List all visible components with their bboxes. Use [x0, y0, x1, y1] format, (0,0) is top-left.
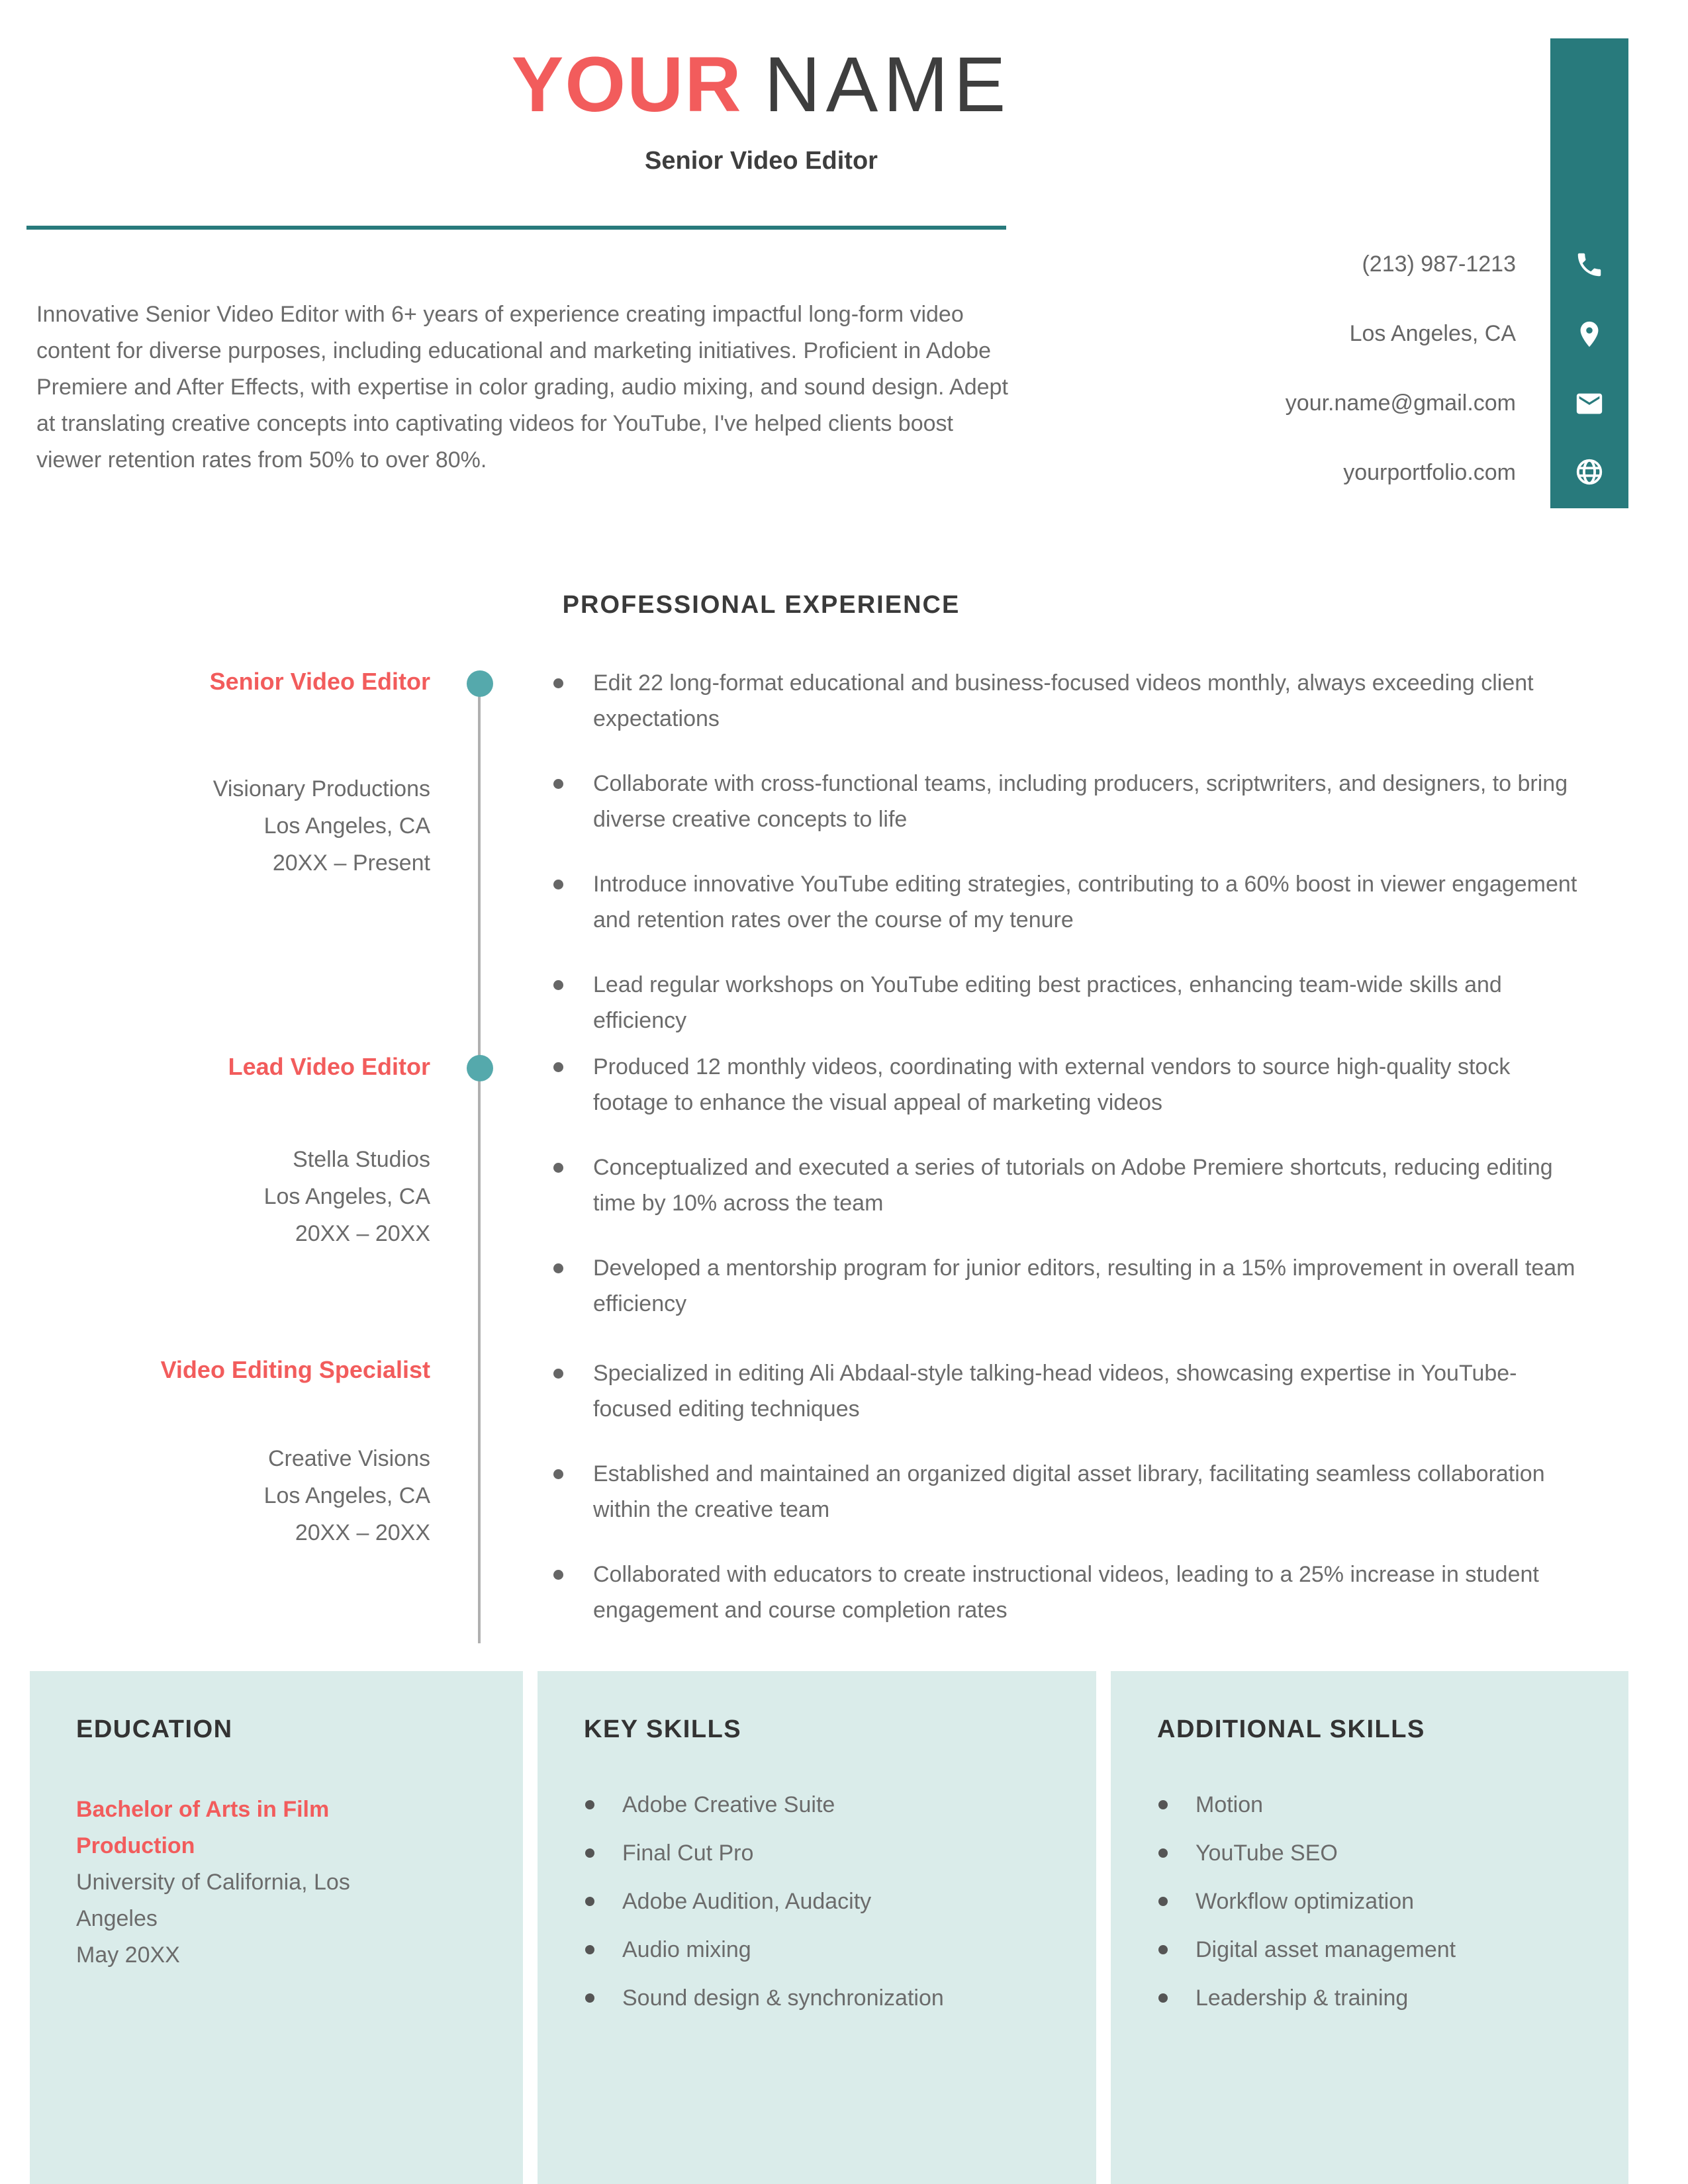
- job-title: Senior Video Editor: [209, 668, 430, 695]
- bullet-item: Established and maintained an organized digital asset library, facilitating seamless collaboration within the creative team: [551, 1456, 1583, 1527]
- last-name: NAME: [764, 41, 1011, 128]
- key-skills-panel: [538, 1671, 1096, 2184]
- mail-icon: [1574, 388, 1605, 419]
- job-location: Los Angeles, CA: [263, 1184, 430, 1209]
- education-degree: Bachelor of Arts in Film Production: [76, 1797, 330, 1858]
- job-title: Video Editing Specialist: [160, 1356, 430, 1383]
- bullet-item: Developed a mentorship program for junior editors, resulting in a 15% improvement in overall team efficiency: [551, 1250, 1583, 1322]
- bullet-item: Conceptualized and executed a series of tutorials on Adobe Premiere shortcuts, reducing editing time by 10% across the team: [551, 1150, 1583, 1221]
- additional-skills-panel: [1111, 1671, 1628, 2184]
- skill-item: Leadership & training: [1157, 1985, 1602, 2011]
- contact-phone: (213) 987-1213: [1362, 251, 1516, 277]
- job-location: Los Angeles, CA: [263, 813, 430, 839]
- job-dates: 20XX – 20XX: [295, 1221, 430, 1246]
- contact-email: your.name@gmail.com: [1285, 390, 1516, 416]
- bullet-item: Produced 12 monthly videos, coordinating with external vendors to source high-quality stock footage to enhance the visual appeal of marketing videos: [551, 1049, 1583, 1120]
- job-meta: [0, 1141, 430, 1252]
- job-3-left-column: [0, 1355, 430, 1551]
- job-3-bullets: [551, 1355, 1583, 1657]
- summary-paragraph: Innovative Senior Video Editor with 6+ years of experience creating impactful long-form video content for diverse purposes, including educational and marketing initiatives. Proficient in Adobe Premiere and After Effects, with expertise in color grading, audio mixing, and sound design. Adept at translating creative concepts into captivating videos for YouTube, I've helped clients boost viewer retention rates from 50% to over 80%.: [36, 302, 1008, 473]
- job-meta: [0, 1440, 430, 1551]
- contact-location: Los Angeles, CA: [1349, 321, 1516, 346]
- location-icon: [1574, 319, 1605, 349]
- skill-item: Motion: [1157, 1792, 1602, 1818]
- timeline-dot-job-1: [467, 670, 493, 697]
- key-skills-heading: KEY SKILLS: [584, 1715, 742, 1743]
- page-title: [0, 41, 1523, 128]
- skill-item: YouTube SEO: [1157, 1840, 1602, 1866]
- job-dates: 20XX – 20XX: [295, 1520, 430, 1545]
- bullet-item: Edit 22 long-format educational and business-focused videos monthly, always exceeding client expectations: [551, 665, 1583, 737]
- contact-website: yourportfolio.com: [1343, 460, 1516, 485]
- job-company: Visionary Productions: [212, 776, 430, 801]
- skill-item: Audio mixing: [584, 1936, 1070, 1963]
- bullet-item: Collaborate with cross-functional teams, including producers, scriptwriters, and designers, to bring diverse creative concepts to life: [551, 766, 1583, 837]
- skill-item: Sound design & synchronization: [584, 1985, 1070, 2011]
- header-divider: [26, 226, 1006, 230]
- contact-icon-sidebar: [1550, 38, 1628, 508]
- education-date: May 20XX: [76, 1942, 180, 1968]
- phone-icon: [1574, 250, 1605, 280]
- job-location: Los Angeles, CA: [263, 1483, 430, 1508]
- job-2-left-column: [0, 1052, 430, 1252]
- additional-skills-heading: ADDITIONAL SKILLS: [1157, 1715, 1425, 1743]
- job-company: Creative Visions: [267, 1446, 430, 1471]
- job-2-bullets: [551, 1049, 1583, 1351]
- skill-item: Adobe Audition, Audacity: [584, 1888, 1070, 1915]
- education-heading: EDUCATION: [76, 1715, 233, 1743]
- job-title: Lead Video Editor: [228, 1053, 430, 1080]
- job-company: Stella Studios: [293, 1147, 430, 1172]
- timeline-dot-job-2: [467, 1055, 493, 1081]
- first-name: YOUR: [511, 41, 743, 128]
- skill-item: Final Cut Pro: [584, 1840, 1070, 1866]
- job-subtitle: Senior Video Editor: [645, 147, 878, 175]
- job-meta: [0, 770, 430, 882]
- skill-item: Digital asset management: [1157, 1936, 1602, 1963]
- education-school: University of California, Los Angeles: [76, 1870, 350, 1931]
- timeline-line: [478, 684, 481, 1643]
- skill-item: Workflow optimization: [1157, 1888, 1602, 1915]
- bullet-item: Lead regular workshops on YouTube editing best practices, enhancing team-wide skills and efficiency: [551, 967, 1583, 1038]
- job-1-bullets: [551, 665, 1583, 1068]
- globe-icon: [1574, 457, 1605, 487]
- bullet-item: Introduce innovative YouTube editing strategies, contributing to a 60% boost in viewer engagement and retention rates over the course of my tenure: [551, 866, 1583, 938]
- job-dates: 20XX – Present: [272, 850, 430, 876]
- experience-heading: PROFESSIONAL EXPERIENCE: [562, 591, 961, 619]
- job-1-left-column: [0, 667, 430, 882]
- education-panel: [30, 1671, 523, 2184]
- bullet-item: Specialized in editing Ali Abdaal-style talking-head videos, showcasing expertise in YouTube-focused editing techniques: [551, 1355, 1583, 1427]
- skill-item: Adobe Creative Suite: [584, 1792, 1070, 1818]
- bullet-item: Collaborated with educators to create instructional videos, leading to a 25% increase in student engagement and course completion rates: [551, 1557, 1583, 1628]
